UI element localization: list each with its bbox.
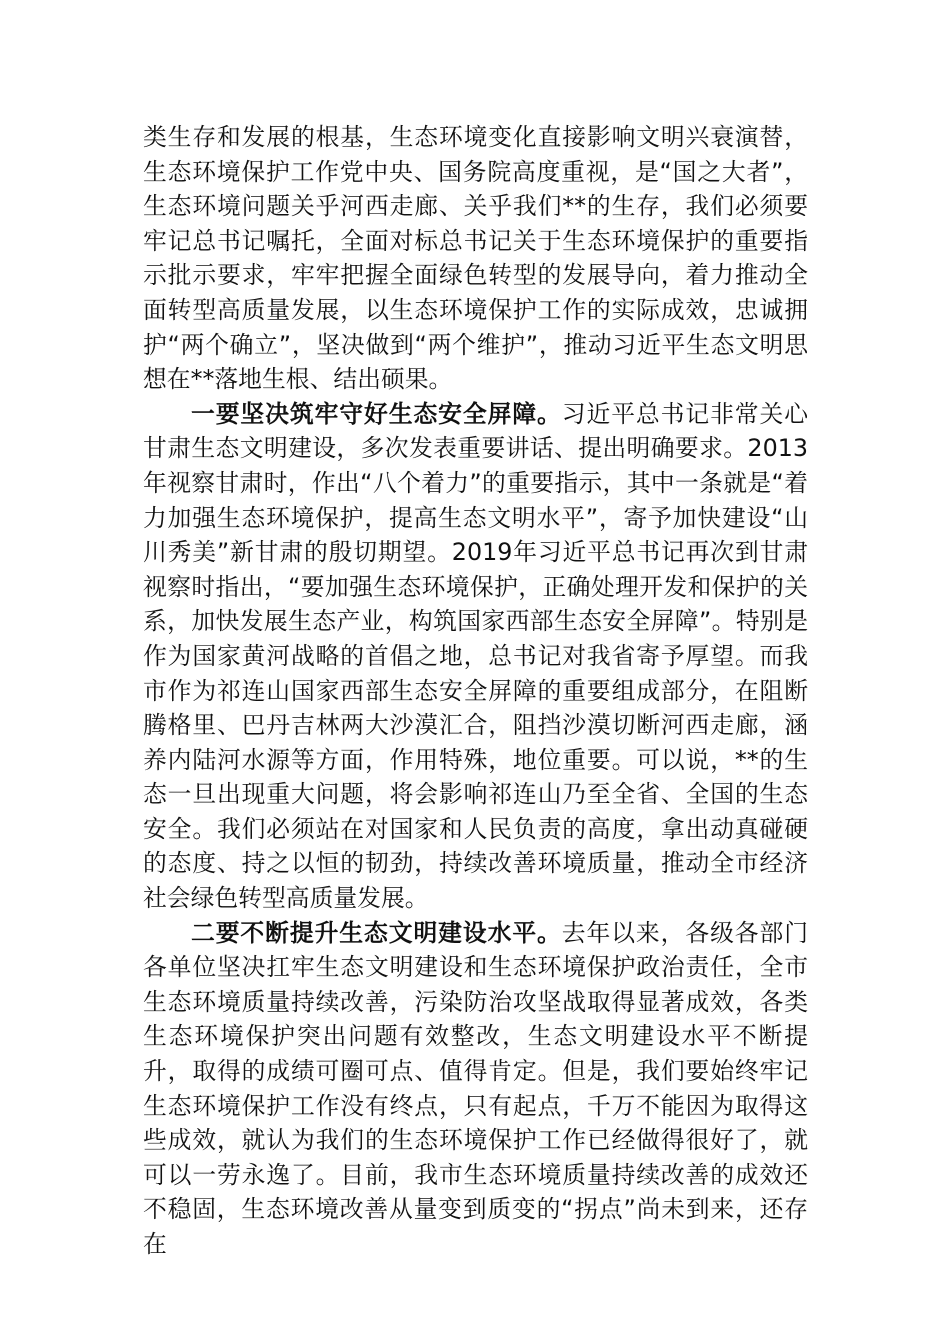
paragraph-body: 习近平总书记非常关心甘肃生态文明建设，多次发表重要讲话、提出明确要求。2013年视察甘肃时，作出“八个着力”的重要指示，其中一条就是“着力加强生态环境保护，提高生态文明水平”，寄予加快建设“山川秀美”新甘肃的殷切期望。2019年习近平总书记再次到甘肃视察时指出，“要加强生态环境保护，正确处理开发和保护的关系，加快发展生态产业，构筑国家西部生态安全屏障”。特别是作为国家黄河战略的首倡之地，总书记对我省寄予厚望。而我市作为祁连山国家西部生态安全屏障的重要组成部分，在阻断腾格里、巴丹吉林两大沙漠汇合，阻挡沙漠切断河西走廊，涵养内陆河水源等方面，作用特殊，地位重要。可以说，**的生态一旦出现重大问题，将会影响祁连山乃至全省、全国的生态安全。我们必须站在对国家和人民负责的高度，拿出动真碰硬的态度、持之以恒的韧劲，持续改善环境质量，推动全市经济社会绿色转型高质量发展。 [143,399,809,913]
paragraph-body: 去年以来，各级各部门各单位坚决扛牢生态文明建设和生态环境保护政治责任，全市生态环境质量持续改善，污染防治攻坚战取得显著成效，各类生态环境保护突出问题有效整改，生态文明建设水平不断提升，取得的成绩可圈可点、值得肯定。但是，我们要始终牢记生态环境保护工作没有终点，只有起点，千万不能因为取得这些成效，就认为我们的生态环境保护工作已经做得很好了，就可以一劳永逸了。目前，我市生态环境质量持续改善的成效还不稳固，生态环境改善从量变到质变的“拐点”尚未到来，还存在 [143,918,809,1258]
paragraph-ecological-security-barrier [143,397,808,916]
paragraph-lead-heading: 一要坚决筑牢守好生态安全屏障。 [191,399,562,428]
paragraph-continuation [143,120,808,397]
paragraph-lead-heading: 二要不断提升生态文明建设水平。 [191,918,562,947]
paragraph-ecological-civilization-level [143,916,808,1262]
document-body [143,120,808,1262]
paragraph-body: 类生存和发展的根基，生态环境变化直接影响文明兴衰演替，生态环境保护工作党中央、国务院高度重视，是“国之大者”，生态环境问题关乎河西走廊、关乎我们**的生存，我们必须要牢记总书记嘱托，全面对标总书记关于生态环境保护的重要指示批示要求，牢牢把握全面绿色转型的发展导向，着力推动全面转型高质量发展，以生态环境保护工作的实际成效，忠诚拥护“两个确立”，坚决做到“两个维护”，推动习近平生态文明思想在**落地生根、结出硕果。 [143,123,808,394]
